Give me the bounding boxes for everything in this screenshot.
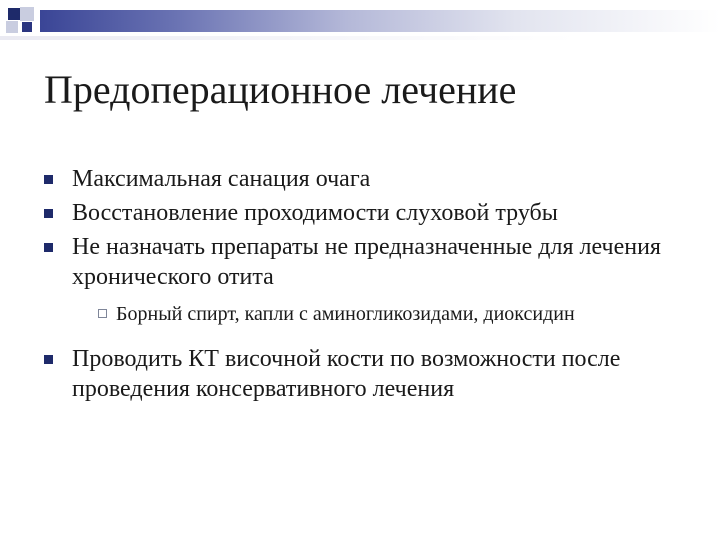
list-item-text: Восстановление проходимости слуховой трубы: [72, 200, 558, 226]
square-bullet-icon: [44, 209, 53, 218]
decorative-square: [20, 7, 34, 21]
slide-header-decoration: [0, 0, 720, 40]
square-bullet-icon: [44, 243, 53, 252]
list-item-text: Не назначать препараты не предназначенные для лечения хронического отита: [72, 234, 661, 290]
square-bullet-icon: [44, 355, 53, 364]
bullet-list: [42, 164, 682, 412]
decorative-square: [22, 22, 32, 32]
sub-list-item-text: Борный спирт, капли с аминогликозидами, диоксидин: [116, 303, 575, 325]
list-item: [42, 164, 682, 194]
list-item-text: Проводить КТ височной кости по возможности после проведения консервативного лечения: [72, 346, 621, 402]
decorative-square: [8, 8, 20, 20]
list-item-text: Максимальная санация очага: [72, 166, 371, 192]
slide-title: Предоперационное лечение: [44, 67, 517, 112]
decorative-square: [6, 21, 18, 33]
list-item: [42, 198, 682, 228]
header-gradient-strip: [40, 10, 720, 32]
hollow-square-bullet-icon: [98, 309, 107, 318]
header-gradient-underline: [0, 36, 720, 40]
sub-list-item: [98, 302, 682, 326]
list-item: [42, 344, 682, 404]
square-bullet-icon: [44, 175, 53, 184]
list-item: [42, 232, 682, 292]
